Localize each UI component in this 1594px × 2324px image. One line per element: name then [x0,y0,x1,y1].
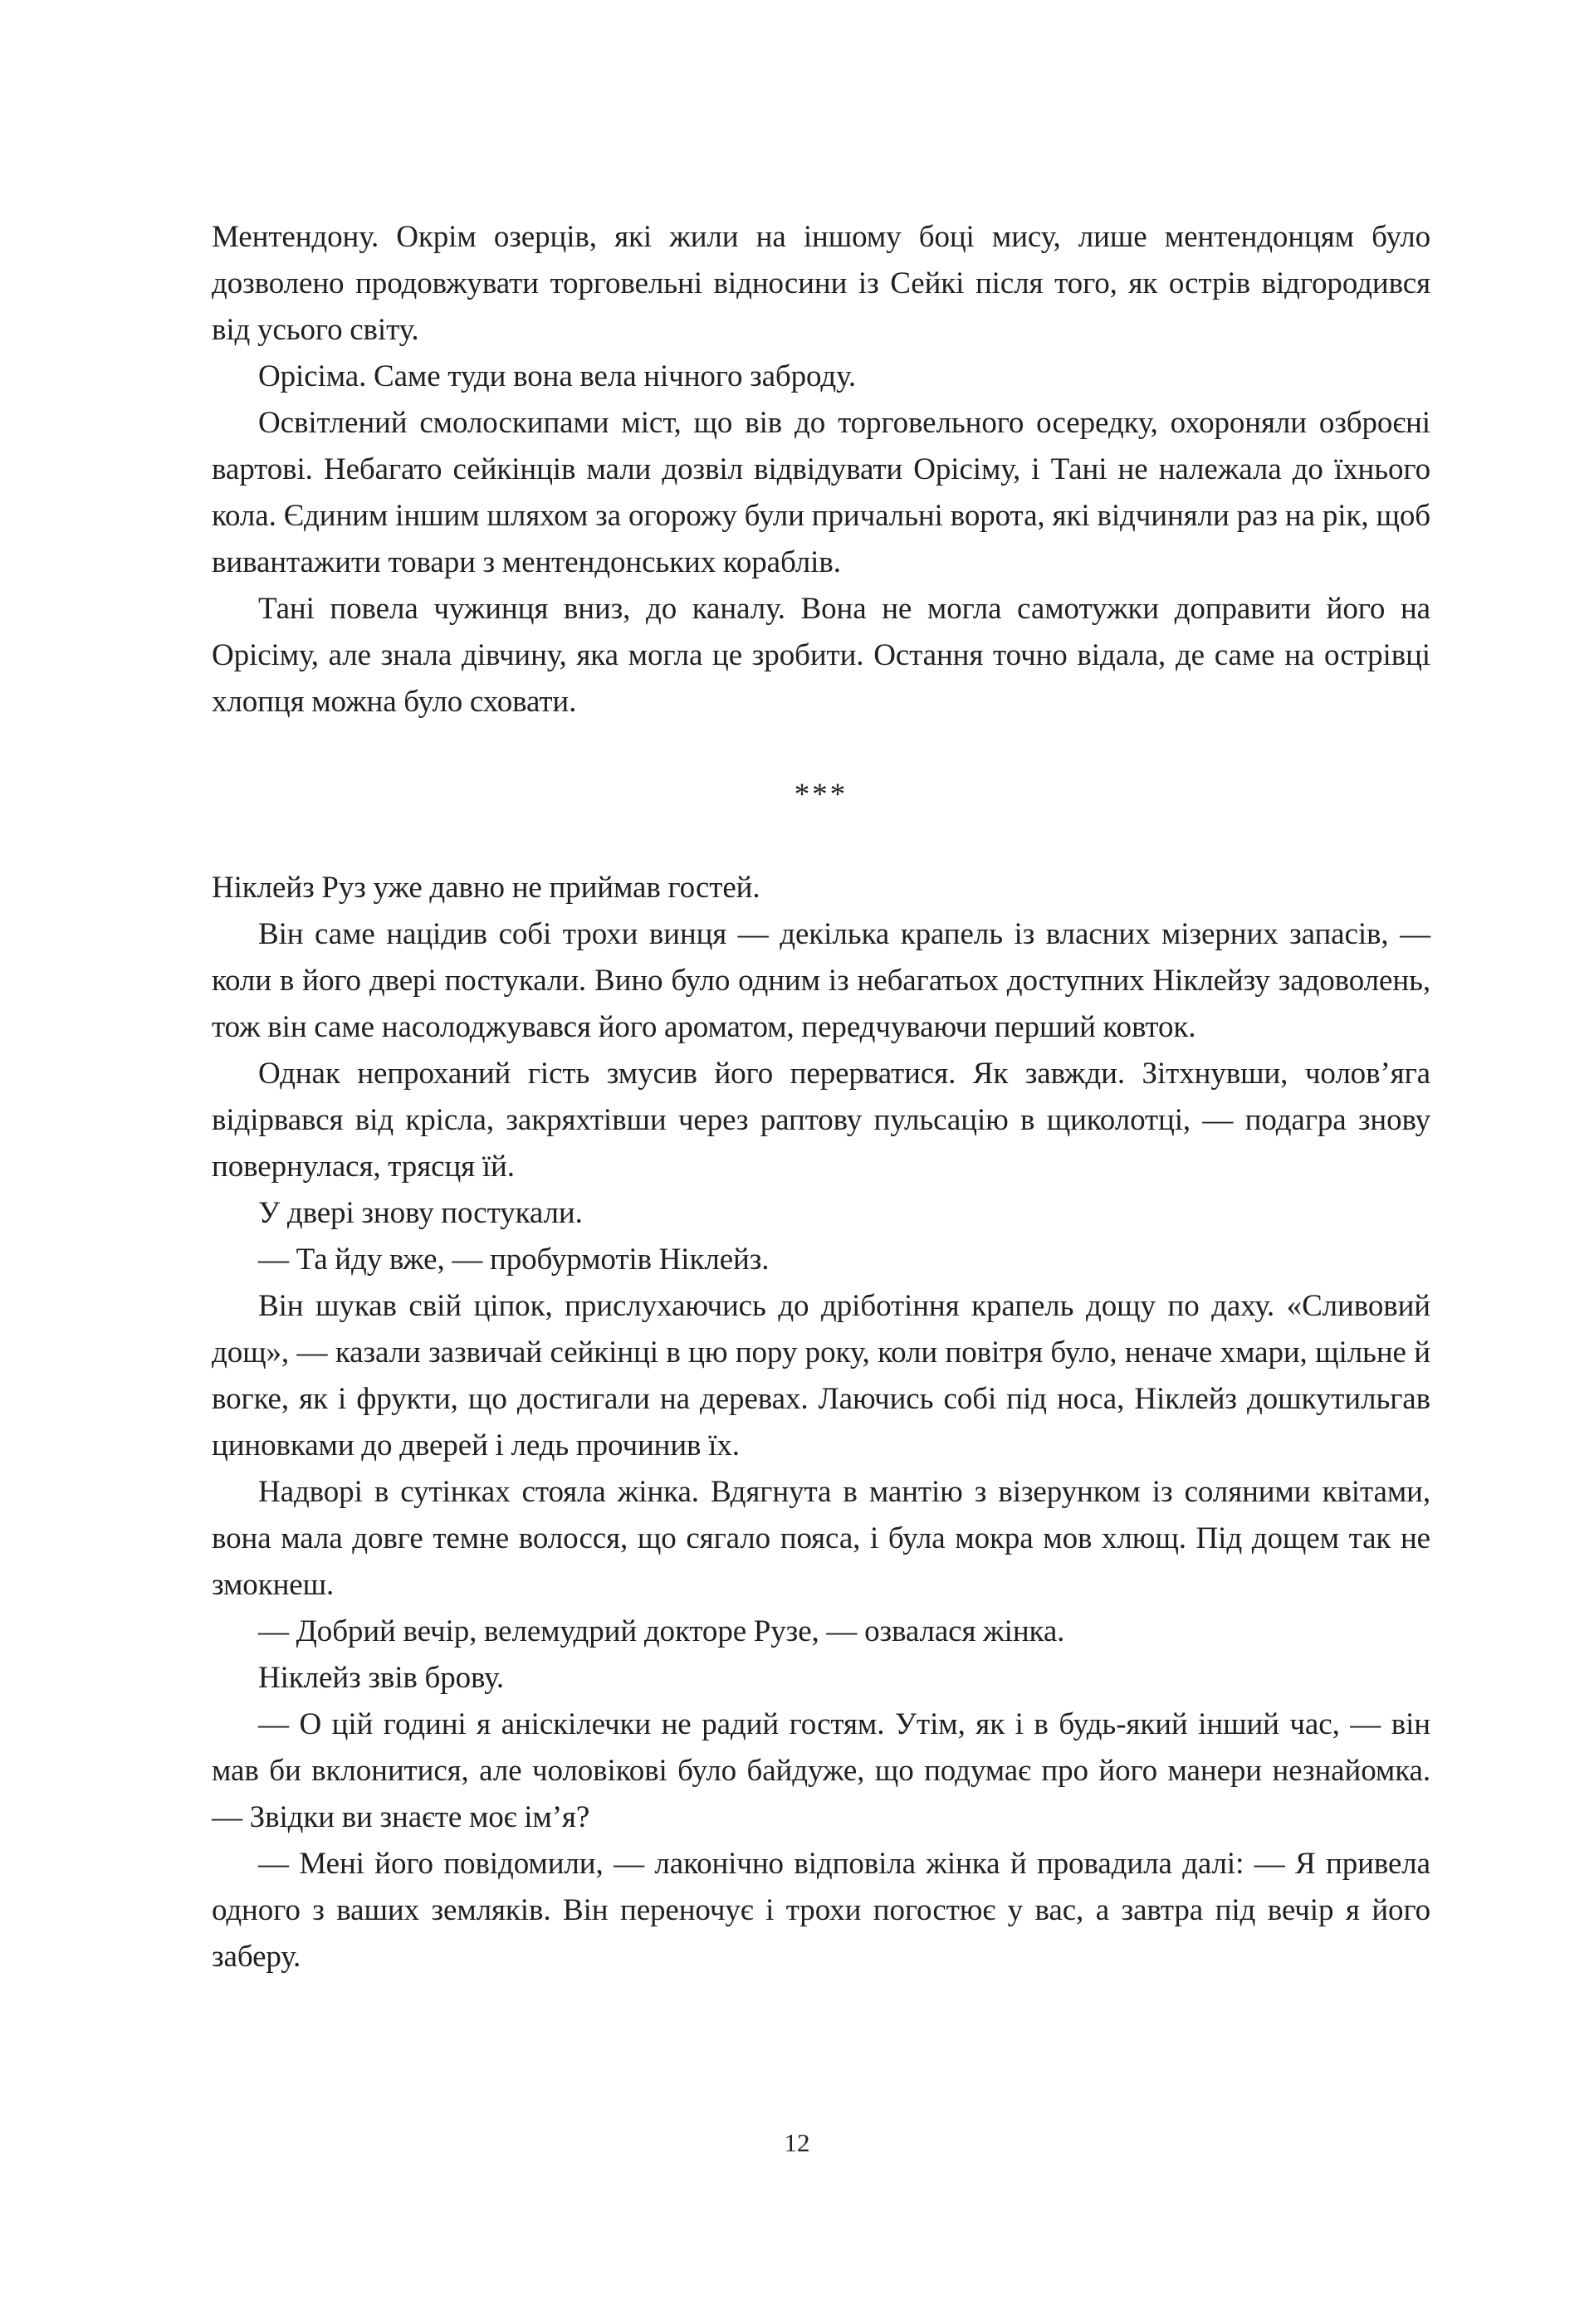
paragraph: Він шукав свій ціпок, прислухаючись до дріботіння крапель дощу по даху. «Сливовий дощ», — казали зазвичай сейкінці в цю пору року, коли повітря було, неначе хмари, щільне й вогке, як і фрукти, що достигали на деревах. Лаючись собі під носа, Ніклейз дошкутильгав циновками до дверей і ледь прочинив їх. [212,1289,1430,1462]
paragraph: Орісіма. Саме туди вона вела нічного заброду. [258,359,856,393]
scene-break-spacer-top [212,725,1430,772]
paragraph: Однак непроханий гість змусив його перерватися. Як завжди. Зітхнувши, чолов’яга відірвався від крісла, закряхтівши через раптову пульсацію в щиколотці, — подагра знову повернулася, трясця їй. [212,1057,1430,1184]
paragraph: Освітлений смолоскипами міст, що вів до торговельного осередку, охороняли озброєні вартові. Небагато сейкінців мали дозвіл відвідувати Орісіму, і Тані не належала до їхнього кола. Єдиним іншим шляхом за огорожу були причальні ворота, які відчиняли раз на рік, щоб вивантажити товари з ментендонських кораблів. [212,406,1430,579]
paragraph: Тані повела чужинця вниз, до каналу. Вона не могла самотужки доправити його на Орісіму, але знала дівчину, яка могла це зробити. Остання точно відала, де саме на острівці хлопця можна було сховати. [212,592,1430,719]
page-text-block [212,214,1430,1980]
page-number: 12 [784,2128,810,2157]
paragraph: — Мені його повідомили, — лаконічно відповіла жінка й провадила далі: — Я привела одного з ваших земляків. Він переночує і трохи погостює у вас, а завтра під вечір я його заберу. [212,1847,1430,1974]
paragraph: У двері знову постукали. [258,1196,583,1230]
paragraph: — О цій годині я аніскілечки не радий гостям. Утім, як і в будь-який інший час, — він мав би вклонитися, але чоловікові було байдуже, що подумає про його манери незнайомка. — Звідки ви знаєте моє ім’я? [212,1707,1430,1834]
paragraph: Він саме націдив собі трохи винця — декілька крапель із власних мізерних запасів, — коли в його двері постукали. Вино було одним із небагатьох доступних Ніклейзу задоволень, тож він саме насолоджувався його ароматом, передчуваючи перший ковток. [212,917,1430,1044]
paragraph: Ніклейз звів брову. [258,1661,504,1695]
scene-break-spacer-bottom [212,818,1430,865]
paragraph: Надворі в сутінках стояла жінка. Вдягнута в мантію з візерунком із соляними квітами, вона мала довге темне волосся, що сягало пояса, і була мокра мов хлющ. Під дощем так не змокнеш. [212,1475,1430,1602]
paragraph: — Добрий вечір, велемудрий докторе Рузе, — озвалася жінка. [258,1614,1065,1648]
paragraph: Ніклейз Руз уже давно не приймав гостей. [212,871,760,905]
paragraph: — Та йду вже, — пробурмотів Ніклейз. [258,1243,770,1277]
paragraph: Ментендону. Окрім озерців, які жили на іншому боці мису, лише ментендонцям було дозволено продовжувати торговельні відносини із Сейкі після того, як острів відгородився від усього світу. [212,220,1430,347]
scene-break-divider: *** [794,778,848,812]
